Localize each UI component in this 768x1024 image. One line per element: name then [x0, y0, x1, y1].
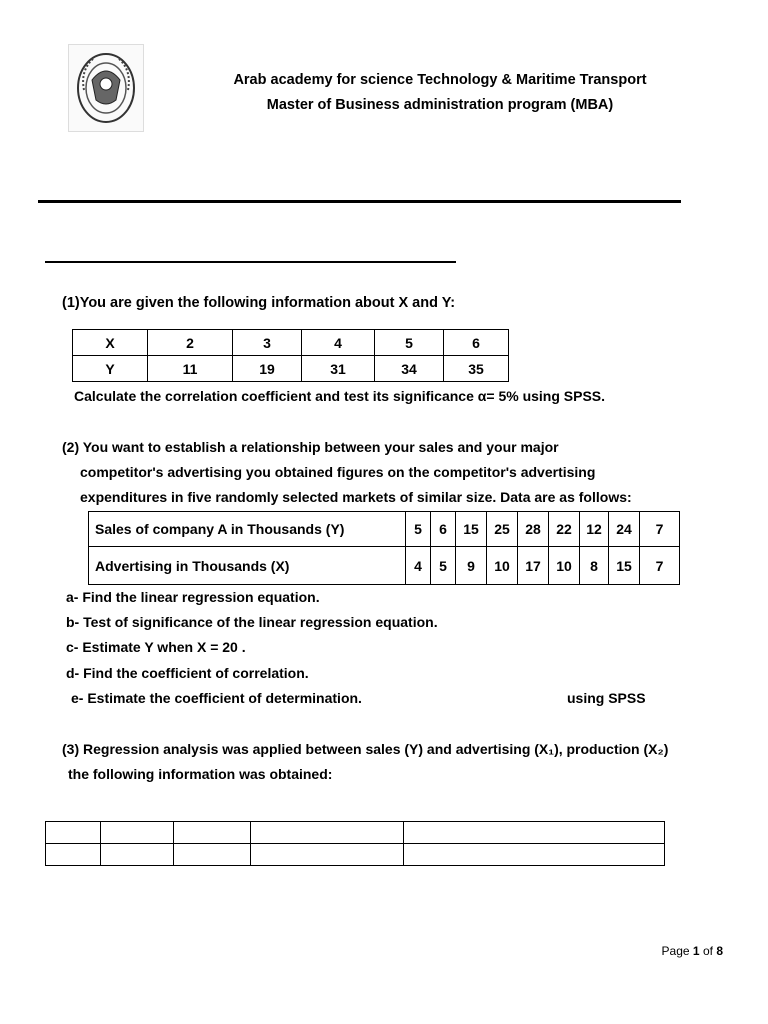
academy-seal-logo: [68, 44, 144, 132]
q2-line2: competitor's advertising you obtained figures on the competitor's advertising: [80, 464, 596, 480]
table-cell: Advertising in Thousands (X): [89, 547, 406, 585]
table-cell: 24: [609, 512, 640, 547]
table-cell: 5: [431, 547, 456, 585]
q2-item-d: d- Find the coefficient of correlation.: [66, 665, 309, 681]
table-cell: [174, 822, 251, 844]
q2-item-b: b- Test of significance of the linear regression equation.: [66, 614, 438, 630]
q1-task: Calculate the correlation coefficient and test its significance α= 5% using SPSS.: [74, 388, 606, 404]
q2-item-c: c- Estimate Y when X = 20 .: [66, 639, 246, 655]
table-row: [46, 822, 665, 844]
table-cell: 15: [609, 547, 640, 585]
table-cell: 5: [406, 512, 431, 547]
q2-using-spss: using SPSS: [567, 690, 646, 706]
table-cell: 7: [640, 547, 680, 585]
q3-line1: (3) Regression analysis was applied between sales (Y) and advertising (X₁), production (X₂): [62, 741, 669, 757]
table-cell: 4: [406, 547, 431, 585]
of-word: of: [702, 944, 713, 958]
table-cell: 11: [148, 356, 233, 382]
subtitle-divider: [45, 261, 456, 263]
table-cell: [404, 844, 665, 866]
table-cell: 6: [444, 330, 509, 356]
table-cell: 17: [518, 547, 549, 585]
table-cell: [101, 822, 174, 844]
table-row: [73, 330, 509, 356]
table-row: [73, 356, 509, 382]
table-cell: 28: [518, 512, 549, 547]
table-cell: [251, 844, 404, 866]
table-cell: 25: [487, 512, 518, 547]
page-number: [662, 944, 723, 958]
table-cell: 10: [549, 547, 580, 585]
page-current: 1: [692, 944, 700, 958]
table-cell: 12: [580, 512, 609, 547]
table-cell: 35: [444, 356, 509, 382]
q1-table: [72, 329, 509, 382]
table-cell: X: [73, 330, 148, 356]
q2-item-a: a- Find the linear regression equation.: [66, 589, 320, 605]
table-row: [89, 512, 680, 547]
table-cell: Sales of company A in Thousands (Y): [89, 512, 406, 547]
q1-intro: (1)You are given the following information about X and Y:: [62, 295, 456, 311]
table-cell: 4: [302, 330, 375, 356]
q3-line2: the following information was obtained:: [68, 766, 333, 782]
q2-line3: expenditures in five randomly selected markets of similar size. Data are as follows:: [80, 489, 632, 505]
table-row: [46, 844, 665, 866]
institution-name: Arab academy for science Technology & Maritime Transport: [233, 72, 647, 88]
table-cell: 19: [233, 356, 302, 382]
q2-line1: (2) You want to establish a relationship between your sales and your major: [62, 439, 559, 455]
table-cell: 7: [640, 512, 680, 547]
q2-table: [88, 511, 680, 585]
table-cell: [404, 822, 665, 844]
table-cell: 2: [148, 330, 233, 356]
table-row: [89, 547, 680, 585]
table-cell: 8: [580, 547, 609, 585]
table-cell: [46, 844, 101, 866]
table-cell: 6: [431, 512, 456, 547]
table-cell: 9: [456, 547, 487, 585]
table-cell: [101, 844, 174, 866]
program-name: Master of Business administration program (MBA): [266, 97, 614, 113]
table-cell: 34: [375, 356, 444, 382]
page-total: 8: [716, 944, 723, 958]
page-word: Page: [661, 944, 690, 958]
table-cell: 3: [233, 330, 302, 356]
title-divider: [38, 200, 681, 203]
table-cell: 31: [302, 356, 375, 382]
table-cell: Y: [73, 356, 148, 382]
table-cell: 5: [375, 330, 444, 356]
table-cell: 10: [487, 547, 518, 585]
table-cell: [251, 822, 404, 844]
table-cell: [46, 822, 101, 844]
table-cell: [174, 844, 251, 866]
q3-table: [45, 821, 665, 866]
table-cell: 22: [549, 512, 580, 547]
q2-item-e: e- Estimate the coefficient of determination.: [71, 690, 362, 706]
table-cell: 15: [456, 512, 487, 547]
